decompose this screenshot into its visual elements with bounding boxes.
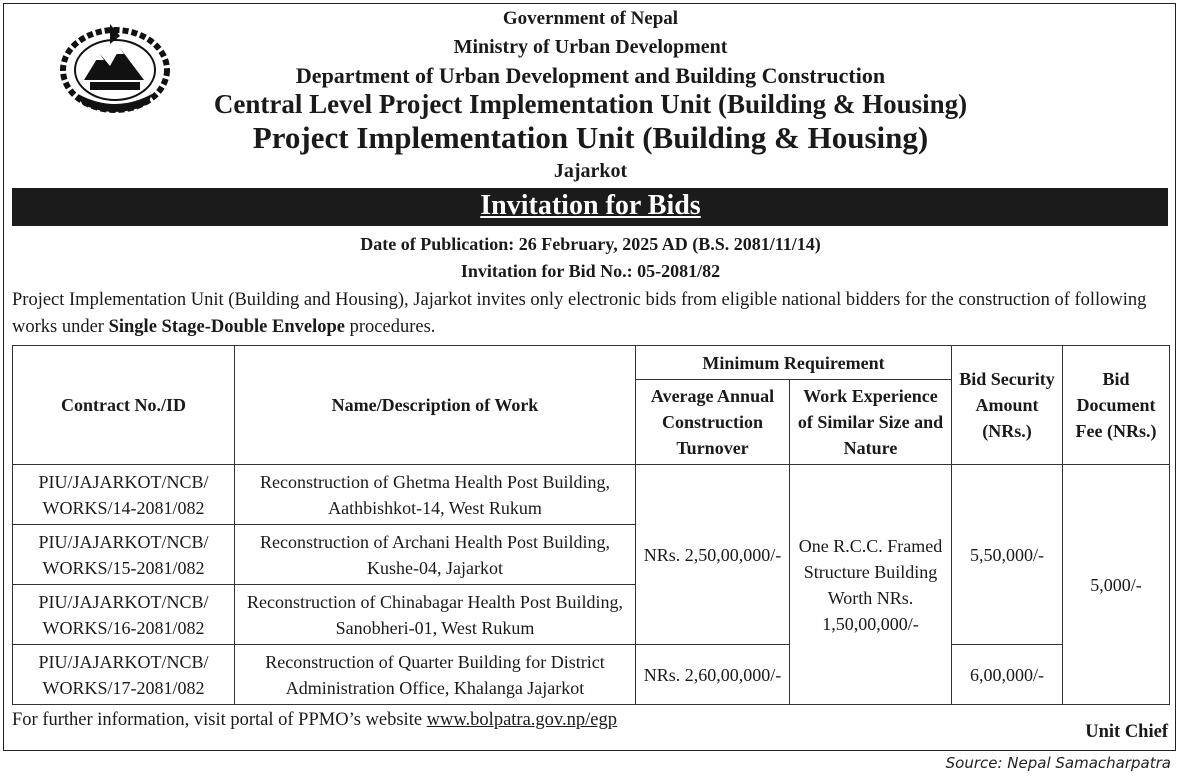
experience-value: One R.C.C. Framed Structure Building Worth NRs. 1,50,00,000/- [790, 465, 952, 705]
page-title: Invitation for Bids [480, 190, 701, 221]
ppmo-website-link[interactable]: www.bolpatra.gov.np/egp [426, 710, 617, 730]
work-description: Reconstruction of Quarter Building for District Administration Office, Khalanga Jajarkot [235, 645, 636, 705]
header-line-government: Government of Nepal [502, 8, 679, 29]
header-bid-document-fee: Bid Document Fee (NRs.) [1063, 346, 1170, 465]
contract-id: PIU/JAJARKOT/NCB/ WORKS/17-2081/082 [13, 645, 235, 705]
work-description: Reconstruction of Ghetma Health Post Building, Aathbishkot-14, West Rukum [235, 465, 636, 525]
security-value: 5,50,000/- [952, 465, 1063, 645]
header-line-central-unit: Central Level Project Implementation Unit (Building & Housing) [213, 89, 968, 119]
intro-procedure-bold: Single Stage-Double Envelope [108, 317, 346, 337]
bid-number: Invitation for Bid No.: 05-2081/82 [460, 261, 721, 281]
security-value: 6,00,000/- [952, 645, 1063, 705]
work-description: Reconstruction of Chinabagar Health Post Building, Sanobheri-01, West Rukum [235, 585, 636, 645]
header-line-department: Department of Urban Development and Building Construction [295, 63, 886, 88]
header-name-description: Name/Description of Work [235, 346, 636, 465]
header-line-project-unit: Project Implementation Unit (Building & Housing) [252, 120, 929, 155]
table-row [13, 645, 1170, 705]
intro-text-after: procedures. [345, 317, 436, 337]
further-info-text: For further information, visit portal of PPMO’s website [12, 710, 427, 730]
fee-value: 5,000/- [1063, 465, 1170, 705]
source-credit: Source: Nepal Samacharpatra [945, 754, 1171, 772]
bids-table [12, 345, 1170, 705]
header-bid-security: Bid Security Amount (NRs.) [952, 346, 1063, 465]
contract-id: PIU/JAJARKOT/NCB/ WORKS/16-2081/082 [13, 585, 235, 645]
work-description: Reconstruction of Archani Health Post Building, Kushe-04, Jajarkot [235, 525, 636, 585]
signatory: Unit Chief [1085, 722, 1168, 742]
header-work-experience: Work Experience of Similar Size and Nature [790, 380, 952, 465]
intro-text-before: Project Implementation Unit (Building and Housing), Jajarkot invites only electronic bids from eligible national bidders for the construction of following works under [12, 290, 1147, 337]
header-contract-no: Contract No./ID [13, 346, 235, 465]
intro-paragraph [12, 287, 1172, 341]
table-row [13, 465, 1170, 525]
header-minimum-requirement: Minimum Requirement [636, 346, 952, 380]
contract-id: PIU/JAJARKOT/NCB/ WORKS/15-2081/082 [13, 525, 235, 585]
turnover-value: NRs. 2,60,00,000/- [636, 645, 790, 705]
contract-id: PIU/JAJARKOT/NCB/ WORKS/14-2081/082 [13, 465, 235, 525]
header-line-ministry: Ministry of Urban Development [453, 36, 728, 58]
publication-date: Date of Publication: 26 February, 2025 AD (B.S. 2081/11/14) [360, 234, 821, 254]
further-info [12, 710, 617, 731]
header-turnover: Average Annual Construction Turnover [636, 380, 790, 465]
header-line-location: Jajarkot [553, 160, 628, 182]
turnover-value: NRs. 2,50,00,000/- [636, 465, 790, 645]
